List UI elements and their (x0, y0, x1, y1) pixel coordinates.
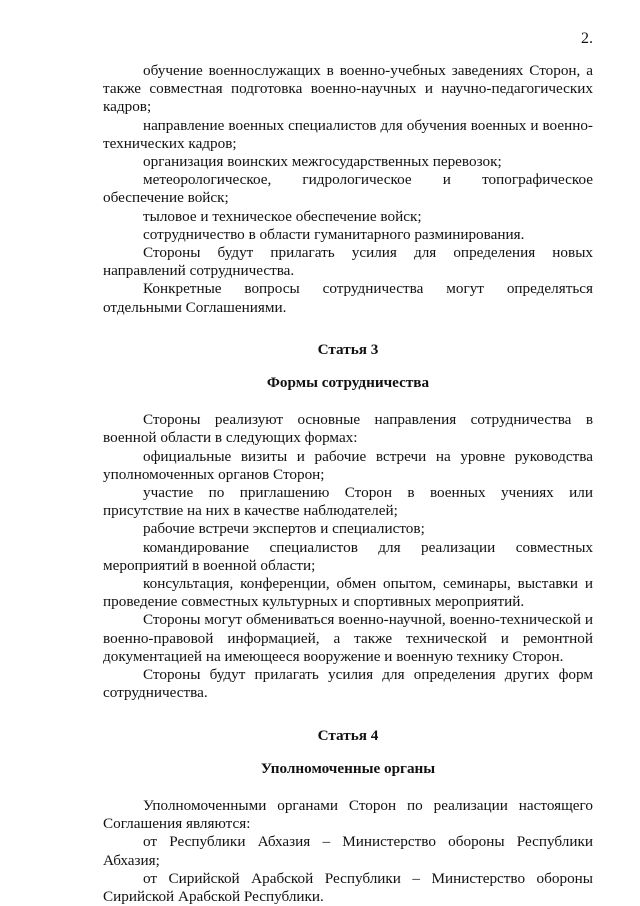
paragraph: Стороны реализуют основные направления сотрудничества в военной области в следующих формах: (103, 411, 593, 447)
paragraph: официальные визиты и рабочие встречи на уровне руководства уполномоченных органов Сторон; (103, 447, 593, 483)
paragraph: консультация, конференции, обмен опытом, семинары, выставки и проведение совместных культурных и спортивных мероприятий. (103, 575, 593, 611)
paragraph: командирование специалистов для реализации совместных мероприятий в военной области; (103, 538, 593, 574)
document-body (103, 62, 593, 906)
paragraph: рабочие встречи экспертов и специалистов; (143, 520, 425, 538)
paragraph: от Республики Абхазия – Министерство обороны Республики Абхазия; (103, 833, 593, 869)
page-number: 2. (581, 30, 593, 47)
paragraph: Конкретные вопросы сотрудничества могут определяться отдельными Соглашениями. (103, 280, 593, 316)
paragraph: Стороны могут обмениваться военно-научной, военно-технической и военно-правовой информацией, а также технической и ремонтной документацией на имеющееся вооружение и военную технику Сторон. (103, 611, 593, 665)
paragraph: направление военных специалистов для обучения военных и военно-технических кадров; (103, 116, 593, 152)
paragraph: Стороны будут прилагать усилия для определения новых направлений сотрудничества. (103, 244, 593, 280)
paragraph: Уполномоченными органами Сторон по реализации настоящего Соглашения являются: (103, 796, 593, 833)
article-4-number: Статья 4 (317, 726, 379, 744)
paragraph: Стороны будут прилагать усилия для определения других форм сотрудничества. (103, 666, 593, 702)
paragraph: метеорологическое, гидрологическое и топографическое обеспечение войск; (103, 171, 593, 207)
paragraph: участие по приглашению Сторон в военных учениях или присутствие на них в качестве наблюдателей; (103, 484, 593, 520)
article-3-number: Статья 3 (317, 340, 379, 358)
paragraph: тыловое и техническое обеспечение войск; (143, 207, 422, 225)
paragraph: от Сирийской Арабской Республики – Министерство обороны Сирийской Арабской Республики. (103, 869, 593, 905)
paragraph: сотрудничество в области гуманитарного разминирования. (143, 225, 525, 243)
article-4-title: Уполномоченные органы (260, 759, 436, 777)
paragraph: обучение военнослужащих в военно-учебных заведениях Сторон, а также совместная подготовка военно-научных и научно-педагогических кадров; (103, 62, 593, 116)
article-3-title: Формы сотрудничества (266, 374, 430, 392)
paragraph: организация воинских межгосударственных перевозок; (143, 153, 502, 171)
